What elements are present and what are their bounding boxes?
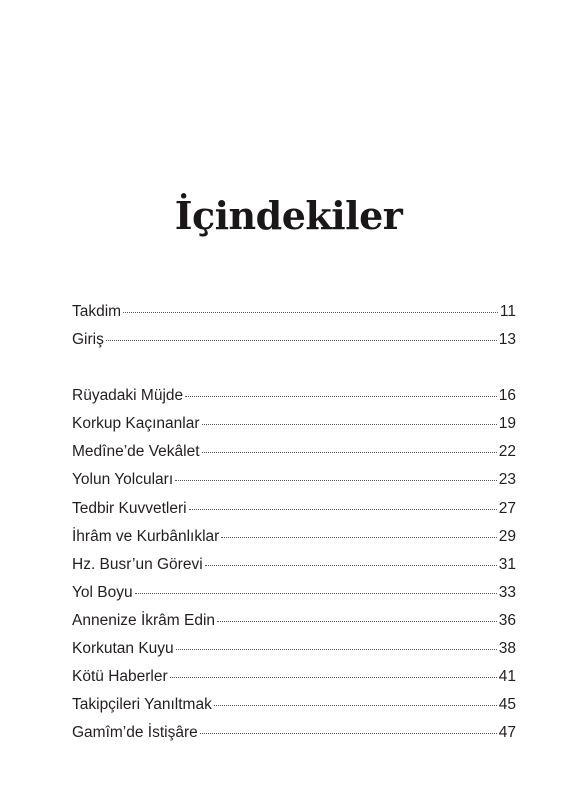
- toc-entry-title: Hz. Busr’un Görevi: [72, 555, 203, 573]
- dot-leader: [175, 480, 497, 481]
- toc-entry-title: Korkup Kaçınanlar: [72, 415, 200, 433]
- toc-entry-page-number: 23: [498, 471, 516, 489]
- toc-entry: [72, 723, 516, 751]
- dot-leader: [135, 593, 497, 594]
- dot-leader: [202, 424, 497, 425]
- toc-entry-title: Gamîm’de İstişâre: [72, 724, 198, 742]
- toc-entry-title: Kötü Haberler: [72, 668, 168, 686]
- dot-leader: [106, 340, 497, 341]
- dot-leader: [185, 396, 497, 397]
- toc-entry-title: Takdim: [72, 303, 122, 320]
- toc-entry: [72, 302, 516, 330]
- toc-entry: [72, 555, 516, 583]
- toc-entry-title: Medîne’de Vekâlet: [72, 443, 200, 461]
- dot-leader: [214, 705, 497, 706]
- dot-leader: [176, 649, 497, 650]
- toc-entry-page-number: 41: [498, 668, 516, 686]
- toc-entry: [72, 639, 516, 667]
- toc-entry-page-number: 45: [498, 696, 516, 714]
- dot-leader: [123, 312, 498, 313]
- dot-leader: [221, 537, 496, 538]
- toc-entry: [72, 695, 516, 723]
- toc-entry: [72, 386, 516, 414]
- dot-leader: [217, 621, 497, 622]
- toc-entry: [72, 499, 516, 527]
- toc-entry: [72, 330, 516, 358]
- toc-entry-page-number: 13: [498, 331, 516, 349]
- toc-entry-page-number: 27: [498, 499, 516, 517]
- dot-leader: [205, 565, 497, 566]
- toc-entry-title: İhrâm ve Kurbânlıklar: [72, 527, 220, 545]
- toc-entry: [72, 667, 516, 695]
- toc-entry-page-number: 19: [498, 415, 516, 433]
- toc-entry-title: Rüyadaki Müjde: [72, 387, 184, 405]
- toc-entry: [72, 527, 516, 555]
- toc-entry-page-number: 31: [498, 555, 516, 573]
- toc-entry: [72, 470, 516, 498]
- toc-entry-title: Yolun Yolcuları: [72, 471, 174, 489]
- toc-entry-title: Takipçileri Yanıltmak: [72, 696, 212, 714]
- toc-entry-page-number: 33: [498, 583, 516, 601]
- toc-entry: [72, 442, 516, 470]
- toc-entry-page-number: 38: [498, 640, 516, 658]
- toc-entry-title: Korkutan Kuyu: [72, 640, 174, 658]
- dot-leader: [200, 733, 497, 734]
- toc-entry-page-number: 29: [498, 527, 516, 545]
- toc-entry: [72, 583, 516, 611]
- toc-entry-title: Giriş: [72, 331, 104, 349]
- toc-entry: [72, 414, 516, 442]
- toc-entry-title: Annenize İkrâm Edin: [72, 611, 216, 629]
- dot-leader: [170, 677, 497, 678]
- toc-entry-page-number: 22: [498, 443, 516, 461]
- dot-leader: [202, 452, 497, 453]
- toc-entry-title: Yol Boyu: [72, 583, 133, 601]
- page-title: İçindekiler: [174, 193, 403, 239]
- toc-entry-page-number: 11: [499, 303, 516, 320]
- toc-entry-page-number: 47: [498, 724, 516, 742]
- toc-entry-title: Tedbir Kuvvetleri: [72, 499, 187, 517]
- toc-entry-page-number: 36: [498, 611, 516, 629]
- toc-entry-page-number: 16: [498, 387, 516, 405]
- table-of-contents: [72, 302, 516, 751]
- dot-leader: [189, 509, 497, 510]
- toc-entry: [72, 611, 516, 639]
